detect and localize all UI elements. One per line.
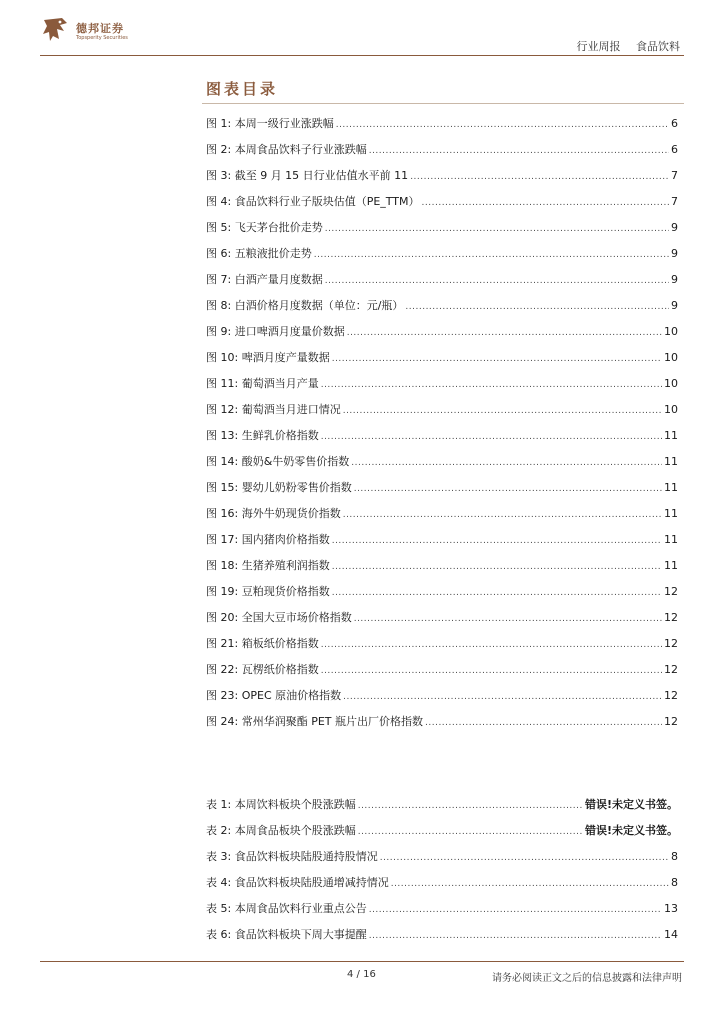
- toc-entry-page: 6: [671, 117, 678, 130]
- figure-toc-entry[interactable]: [206, 375, 678, 401]
- figure-list: [206, 115, 678, 739]
- figure-toc-entry[interactable]: [206, 505, 678, 531]
- toc-entry-label: 表 4: 食品饮料板块陆股通增减持情况: [206, 876, 389, 889]
- toc-leader-dots: [410, 172, 669, 182]
- toc-leader-dots: [358, 827, 583, 837]
- brand-english-name: Topsperity Securities: [76, 35, 128, 41]
- toc-leader-dots: [343, 406, 662, 416]
- toc-leader-dots: [332, 536, 662, 546]
- toc-title: 图表目录: [206, 80, 279, 98]
- toc-entry-label: 图 8: 白酒价格月度数据（单位：元/瓶）: [206, 299, 404, 312]
- toc-entry-label: 图 19: 豆粕现货价格指数: [206, 585, 330, 598]
- toc-entry-label: 图 10: 啤酒月度产量数据: [206, 351, 330, 364]
- toc-leader-dots: [358, 801, 583, 811]
- figure-toc-entry[interactable]: [206, 271, 678, 297]
- toc-leader-dots: [321, 666, 662, 676]
- header-tags: [565, 38, 681, 54]
- toc-entry-label: 图 12: 葡萄酒当月进口情况: [206, 403, 341, 416]
- industry-name: 食品饮料: [636, 40, 680, 53]
- table-toc-entry[interactable]: [206, 900, 678, 926]
- toc-entry-label: 表 6: 食品饮料板块下周大事提醒: [206, 928, 367, 941]
- toc-entry-label: 图 15: 婴幼儿奶粉零售价指数: [206, 481, 352, 494]
- toc-entry-label: 图 7: 白酒产量月度数据: [206, 273, 323, 286]
- toc-entry-page: 6: [671, 143, 678, 156]
- toc-leader-dots: [405, 302, 669, 312]
- figure-toc-entry[interactable]: [206, 297, 678, 323]
- toc-entry-page: 11: [664, 507, 678, 520]
- toc-entry-page: 9: [671, 247, 678, 260]
- toc-entry-label: 图 23: OPEC 原油价格指数: [206, 689, 342, 702]
- toc-entry-page: 10: [664, 351, 678, 364]
- toc-title-rule: [202, 103, 684, 104]
- toc-entry-page: 10: [664, 403, 678, 416]
- figure-toc-entry[interactable]: [206, 245, 678, 271]
- toc-entry-label: 图 1: 本周一级行业涨跌幅: [206, 117, 334, 130]
- figure-toc-entry[interactable]: [206, 453, 678, 479]
- figure-toc-entry[interactable]: [206, 479, 678, 505]
- toc-entry-label: 图 2: 本周食品饮料子行业涨跌幅: [206, 143, 367, 156]
- toc-leader-dots: [425, 718, 662, 728]
- brand-logo-icon: [40, 14, 70, 44]
- toc-leader-dots: [380, 853, 669, 863]
- table-list: [206, 796, 678, 952]
- toc-leader-dots: [336, 120, 669, 130]
- toc-entry-page: 错误!未定义书签。: [584, 824, 678, 837]
- toc-leader-dots: [321, 380, 662, 390]
- toc-leader-dots: [391, 879, 669, 889]
- toc-entry-label: 图 22: 瓦楞纸价格指数: [206, 663, 319, 676]
- figure-toc-entry[interactable]: [206, 401, 678, 427]
- toc-leader-dots: [314, 250, 669, 260]
- toc-entry-page: 11: [664, 429, 678, 442]
- figure-toc-entry[interactable]: [206, 661, 678, 687]
- figure-toc-entry[interactable]: [206, 115, 678, 141]
- table-toc-entry[interactable]: [206, 926, 678, 952]
- toc-entry-label: 图 3: 截至 9 月 15 日行业估值水平前 11: [206, 169, 409, 182]
- toc-leader-dots: [422, 198, 669, 208]
- toc-leader-dots: [369, 146, 669, 156]
- toc-entry-page: 11: [664, 533, 678, 546]
- brand-name: 德邦证券: [76, 22, 124, 35]
- toc-entry-label: 图 5: 飞天茅台批价走势: [206, 221, 323, 234]
- toc-entry-page: 13: [664, 902, 678, 915]
- figure-toc-entry[interactable]: [206, 635, 678, 661]
- toc-entry-page: 7: [671, 169, 678, 182]
- header-divider: [40, 55, 684, 56]
- figure-toc-entry[interactable]: [206, 193, 678, 219]
- toc-entry-label: 图 20: 全国大豆市场价格指数: [206, 611, 352, 624]
- toc-leader-dots: [347, 328, 662, 338]
- toc-entry-page: 14: [664, 928, 678, 941]
- toc-entry-label: 图 6: 五粮液批价走势: [206, 247, 312, 260]
- toc-entry-label: 表 1: 本周饮料板块个股涨跌幅: [206, 798, 356, 811]
- toc-entry-page: 9: [671, 221, 678, 234]
- toc-entry-page: 10: [664, 377, 678, 390]
- report-type: 行业周报: [576, 40, 621, 53]
- toc-entry-page: 12: [664, 689, 678, 702]
- toc-entry-page: 10: [664, 325, 678, 338]
- toc-leader-dots: [332, 562, 662, 572]
- toc-leader-dots: [325, 224, 669, 234]
- toc-leader-dots: [321, 640, 662, 650]
- figure-toc-entry[interactable]: [206, 427, 678, 453]
- page-header: [40, 14, 684, 56]
- table-toc-entry[interactable]: [206, 874, 678, 900]
- toc-entry-page: 8: [671, 876, 678, 889]
- figure-toc-entry[interactable]: [206, 167, 678, 193]
- toc-entry-label: 图 4: 食品饮料行业子版块估值（PE_TTM）: [206, 195, 420, 208]
- toc-entry-label: 表 2: 本周食品板块个股涨跌幅: [206, 824, 356, 837]
- toc-entry-label: 图 17: 国内猪肉价格指数: [206, 533, 330, 546]
- toc-leader-dots: [325, 276, 669, 286]
- toc-entry-label: 表 3: 食品饮料板块陆股通持股情况: [206, 850, 378, 863]
- figure-toc-entry[interactable]: [206, 219, 678, 245]
- page-number: 4 / 16: [347, 969, 376, 980]
- toc-entry-label: 图 9: 进口啤酒月度量价数据: [206, 325, 345, 338]
- toc-entry-label: 图 11: 葡萄酒当月产量: [206, 377, 319, 390]
- toc-entry-page: 9: [671, 273, 678, 286]
- toc-entry-page: 8: [671, 850, 678, 863]
- toc-leader-dots: [332, 588, 662, 598]
- toc-leader-dots: [354, 614, 662, 624]
- figure-toc-entry[interactable]: [206, 583, 678, 609]
- toc-entry-page: 12: [664, 663, 678, 676]
- figure-toc-entry[interactable]: [206, 687, 678, 713]
- toc-leader-dots: [343, 510, 662, 520]
- toc-entry-page: 11: [664, 559, 678, 572]
- toc-entry-page: 11: [664, 481, 678, 494]
- toc-entry-label: 图 24: 常州华润聚酯 PET 瓶片出厂价格指数: [206, 715, 423, 728]
- toc-entry-label: 图 16: 海外牛奶现货价指数: [206, 507, 341, 520]
- toc-entry-page: 错误!未定义书签。: [584, 798, 678, 811]
- toc-leader-dots: [351, 458, 662, 468]
- toc-leader-dots: [321, 432, 662, 442]
- toc-entry-label: 表 5: 本周食品饮料行业重点公告: [206, 902, 367, 915]
- figure-toc-entry[interactable]: [206, 141, 678, 167]
- toc-entry-label: 图 13: 生鲜乳价格指数: [206, 429, 319, 442]
- toc-entry-page: 11: [664, 455, 678, 468]
- figure-toc-entry[interactable]: [206, 557, 678, 583]
- toc-leader-dots: [332, 354, 662, 364]
- toc-entry-label: 图 18: 生猪养殖利润指数: [206, 559, 330, 572]
- toc-entry-page: 12: [664, 637, 678, 650]
- toc-entry-page: 12: [664, 715, 678, 728]
- toc-entry-label: 图 21: 箱板纸价格指数: [206, 637, 319, 650]
- figure-toc-entry[interactable]: [206, 323, 678, 349]
- figure-toc-entry[interactable]: [206, 349, 678, 375]
- toc-entry-label: 图 14: 酸奶&牛奶零售价指数: [206, 455, 350, 468]
- toc-leader-dots: [369, 905, 662, 915]
- legal-disclaimer: 请务必阅读正文之后的信息披露和法律声明: [492, 973, 682, 984]
- table-toc-entry[interactable]: [206, 848, 678, 874]
- table-toc-entry[interactable]: [206, 796, 678, 822]
- toc-leader-dots: [343, 692, 662, 702]
- toc-leader-dots: [369, 931, 662, 941]
- table-toc-entry[interactable]: [206, 822, 678, 848]
- footer-divider: [40, 961, 684, 962]
- figure-toc-entry[interactable]: [206, 609, 678, 635]
- toc-entry-page: 12: [664, 585, 678, 598]
- toc-leader-dots: [354, 484, 662, 494]
- toc-entry-page: 12: [664, 611, 678, 624]
- figure-toc-entry[interactable]: [206, 713, 678, 739]
- toc-entry-page: 9: [671, 299, 678, 312]
- figure-toc-entry[interactable]: [206, 531, 678, 557]
- toc-entry-page: 7: [671, 195, 678, 208]
